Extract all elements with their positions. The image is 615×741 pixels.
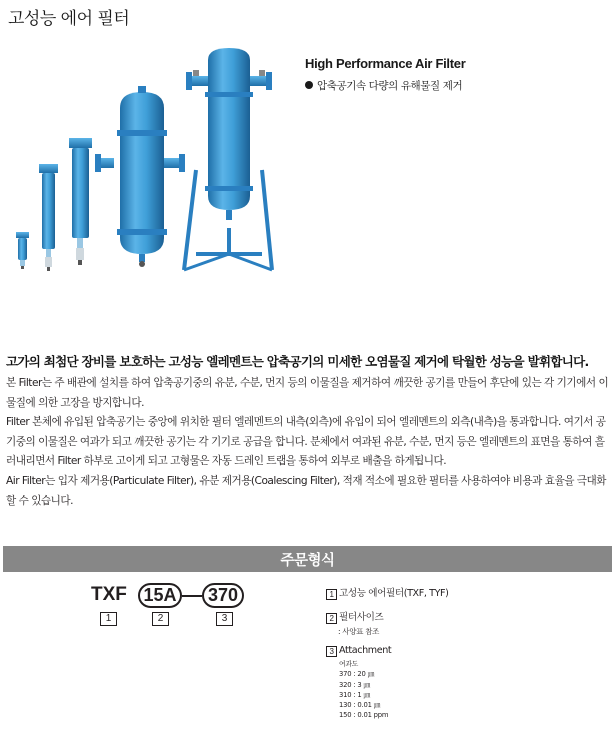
attachment-option: 310 : 1 ㎛	[339, 690, 371, 699]
attachment-option: 150 : 0.01 ppm	[339, 711, 389, 720]
model-code-index-3: 3	[216, 612, 233, 626]
filter-vessel-large	[95, 86, 185, 267]
legend-number-2: 2	[326, 613, 337, 624]
legend-title-3: Attachment	[339, 645, 392, 656]
legend-number-3: 3	[326, 646, 337, 657]
order-format-title: 주문형식	[280, 553, 335, 569]
description-paragraph-3: Air Filter는 입자 제거용(Particulate Filter), 유분 제거용(Coalescing Filter), 적재 적소에 필요한 필터를 사용하여야 비용과 효율을 극대화 할 수 있습니다.	[6, 474, 606, 507]
product-image-air-filters	[0, 48, 300, 290]
legend-item-attachment	[326, 645, 391, 721]
description-headline: 고가의 최첨단 장비를 보호하는 고성능 엘레멘트는 압축공기의 미세한 오염물질 제거에 탁월한 성능을 발휘합니다.	[6, 354, 589, 369]
intro-subheading	[305, 78, 462, 93]
legend-note-size: : 사양표 참조	[338, 627, 380, 636]
intro-heading-en: High Performance Air Filter	[305, 56, 466, 71]
intro-subheading-text: 압축공기속 다량의 유해물질 제거	[317, 80, 463, 92]
legend-title-2: 필터사이즈	[339, 612, 384, 623]
filter-unit-small	[16, 232, 29, 269]
description-paragraph-2: Filter 본체에 유입된 압축공기는 중앙에 위치한 필터 엘레멘트의 내측(외측)에 유입이 되어 엘레멘트의 외측(내측)을 통과합니다. 여기서 공기중의 이물질은 여과가 되고 깨끗한 공기는 각 기기로 공급을 합니다. 분체에서 여과된 유분, 수분, 먼지 등은 엘레멘트의 표면을 통하여 흘러내리면서 Filter 하부로 고이게 되고 고형물은 자동 드레인 트랩을 통하여 외부로 배출을 하게됩니다.	[6, 416, 606, 468]
attachment-option: 370 : 20 ㎛	[339, 670, 375, 679]
filter-vessel-stand	[184, 48, 272, 270]
attachment-option: 130 : 0.01 ㎛	[339, 701, 381, 710]
legend-title-1: 고성능 에어필터(TXF, TYF)	[339, 588, 449, 599]
model-code-index-1: 1	[100, 612, 117, 626]
filter-unit-medium	[39, 164, 58, 271]
legend-item-model	[326, 585, 449, 600]
model-code-attachment: 370	[202, 583, 244, 608]
bullet-icon	[305, 81, 313, 89]
legend-number-1: 1	[326, 589, 337, 600]
model-code-size: 15A	[138, 583, 182, 608]
page-title: 고성능 에어 필터	[8, 9, 130, 29]
attachment-options	[339, 659, 391, 721]
legend-item-size	[326, 609, 383, 637]
model-code-prefix: TXF	[91, 584, 127, 605]
filter-unit-tall	[69, 138, 92, 265]
description-paragraph-1: 본 Filter는 주 배관에 설치를 하여 압축공기중의 유분, 수분, 먼지 등의 이물질을 제거하여 깨끗한 공기를 만들어 후단에 있는 각 기기에서 이물질에 의한 고장을 방지합니다.	[6, 377, 609, 409]
attachment-option: 320 : 3 ㎛	[339, 680, 371, 689]
model-code-index-2: 2	[152, 612, 169, 626]
attachment-subtitle: 여과도	[339, 660, 359, 668]
description-body	[6, 374, 610, 511]
order-format-bar	[3, 546, 612, 572]
model-code-dash	[182, 595, 202, 597]
